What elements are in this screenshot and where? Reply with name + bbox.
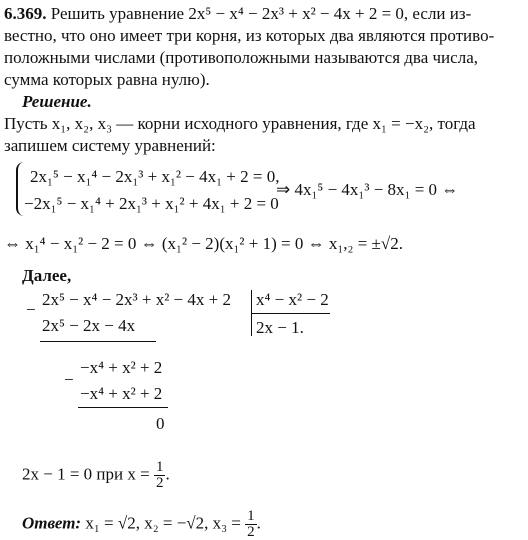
division-divisor: x⁴ − x² − 2 xyxy=(256,290,329,309)
problem-text-1: Решить уравнение 2x⁵ − x⁴ − 2x³ + x² − 4x + 2 = 0, если из- xyxy=(50,4,472,23)
problem-number: 6.369. xyxy=(4,4,47,23)
subtrahend-2-rule xyxy=(78,407,168,408)
solution-heading: Решение. xyxy=(22,92,92,111)
solution-line-3: ⇔ x₁⁴ − x₁² − 2 = 0 ⇔ (x₁² − 2)(x₁² + 1) = 0 ⇔ x₁,₂ = ±√2. xyxy=(4,234,403,253)
final-frac-den: 2 xyxy=(155,475,164,491)
division-subtrahend-2: −x⁴ + x² + 2 xyxy=(80,384,163,403)
final-eq-suffix: . xyxy=(165,464,170,484)
answer-frac-num: 1 xyxy=(247,508,255,524)
solution-line-1: Пусть x₁, x₂, x₃ — корни исходного уравнения, где x₁ = −x₂, тогда xyxy=(4,114,476,133)
system-eq-2: −2x₁⁵ − x₁⁴ + 2x₁³ + x₁² + 4x₁ + 2 = 0 xyxy=(24,194,279,213)
answer-frac-den: 2 xyxy=(247,524,255,540)
division-remainder-1: −x⁴ + x² + 2 xyxy=(80,358,163,377)
problem-line-4: сумма которых равна нулю). xyxy=(4,70,210,89)
final-equation xyxy=(22,460,170,491)
division-quotient: 2x − 1. xyxy=(256,318,304,337)
division-subtrahend: 2x⁵ − 2x − 4x xyxy=(42,316,136,335)
system-result: ⇒ 4x₁⁵ − 4x₁³ − 8x₁ = 0 ⇔ xyxy=(276,180,459,199)
problem-line-3: положными числами (противоположными называются два числа, xyxy=(4,48,478,67)
system-eq-1: 2x₁⁵ − x₁⁴ − 2x₁³ + x₁² − 4x₁ + 2 = 0, xyxy=(30,167,280,186)
answer-text: x₁ = √2, x₂ = −√2, x₃ = xyxy=(85,513,241,533)
division-zero: 0 xyxy=(156,414,165,433)
final-fraction xyxy=(154,460,166,491)
answer-suffix: . xyxy=(256,513,261,533)
division-minus: − xyxy=(26,300,36,319)
divisor-rule xyxy=(252,313,330,314)
subtrahend-rule xyxy=(40,341,156,342)
answer-line xyxy=(22,509,261,540)
problem-line-1 xyxy=(4,4,471,24)
final-eq-prefix: 2x − 1 = 0 при x = xyxy=(22,464,150,484)
further-label: Далее, xyxy=(22,266,72,285)
solution-line-2: запишем систему уравнений: xyxy=(4,136,216,155)
answer-label: Ответ: xyxy=(22,513,82,533)
division-minus-2: − xyxy=(64,370,74,389)
answer-fraction xyxy=(245,509,257,540)
division-dividend: 2x⁵ − x⁴ − 2x³ + x² − 4x + 2 xyxy=(42,290,231,309)
problem-line-2: вестно, что оно имеет три корня, из которых два являются противо- xyxy=(4,26,495,45)
final-frac-num: 1 xyxy=(155,459,164,475)
